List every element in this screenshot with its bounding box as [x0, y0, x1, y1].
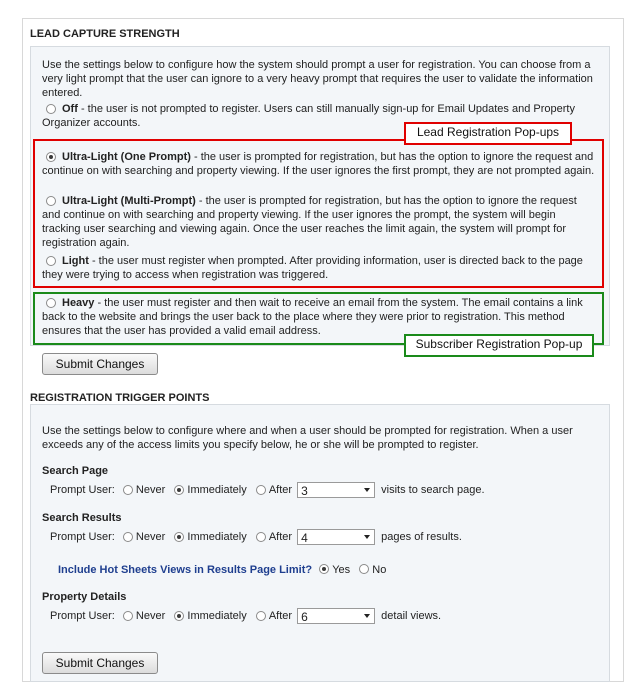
- option-off-label: Off: [62, 103, 78, 115]
- after-label: After: [268, 531, 293, 543]
- lead-capture-title: LEAD CAPTURE STRENGTH: [30, 28, 180, 40]
- search-page-suffix: visits to search page.: [381, 484, 485, 496]
- hot-sheets-yes-radio[interactable]: [319, 564, 329, 574]
- search-results-after-radio[interactable]: [256, 532, 266, 542]
- option-ultra-light-one-desc: - the user is prompted for registration, but has the option to ignore the request and continue on with searching and property viewing. If the user ignores the first prompt, they are not prompted again.: [42, 151, 595, 177]
- search-results-never-radio[interactable]: [123, 532, 133, 542]
- search-results-row: [50, 529, 462, 545]
- lead-capture-intro: Use the settings below to configure how the system should prompt a user for registration. You can choose from a very light prompt that the user can ignore to a very heavy prompt that requires the user to validate the information entered.: [42, 59, 593, 99]
- property-details-count-value: 6: [301, 609, 308, 624]
- prompt-user-label: Prompt User:: [50, 610, 115, 622]
- prompt-user-label: Prompt User:: [50, 531, 115, 543]
- hot-sheets-no-radio[interactable]: [359, 564, 369, 574]
- lead-registration-highlight: [33, 139, 604, 288]
- search-page-count-select[interactable]: [297, 482, 375, 498]
- after-label: After: [268, 610, 293, 622]
- hot-sheets-no-label: No: [372, 564, 387, 576]
- trigger-points-intro: Use the settings below to configure where and when a user should be prompted for registration. When a user exceeds any of the access limits you specify below, he or she will be prompted to register.: [42, 425, 573, 451]
- after-label: After: [268, 484, 293, 496]
- property-details-after-radio[interactable]: [256, 611, 266, 621]
- chevron-down-icon: [364, 488, 370, 492]
- trigger-points-submit-button[interactable]: Submit Changes: [42, 652, 158, 674]
- immediately-label: Immediately: [187, 610, 247, 622]
- trigger-points-title: REGISTRATION TRIGGER POINTS: [30, 392, 210, 404]
- search-page-immediately-radio[interactable]: [174, 485, 184, 495]
- search-page-after-radio[interactable]: [256, 485, 266, 495]
- never-label: Never: [135, 531, 166, 543]
- search-results-suffix: pages of results.: [381, 531, 462, 543]
- search-page-title: Search Page: [42, 465, 109, 477]
- option-ultra-light-one-label: Ultra-Light (One Prompt): [62, 151, 191, 163]
- option-light-desc: - the user must register when prompted. After providing information, user is directed back to the page they were trying to access when registration was triggered.: [42, 255, 583, 281]
- property-details-count-select[interactable]: [297, 608, 375, 624]
- never-label: Never: [135, 484, 166, 496]
- option-heavy-desc: - the user must register and then wait to receive an email from the system. The email contains a link back to the website and brings the user back to the place where they were prior to registration. This method ensures that the user has provided a valid email address.: [42, 297, 583, 337]
- search-results-count-value: 4: [301, 530, 308, 545]
- property-details-suffix: detail views.: [381, 610, 442, 622]
- prompt-user-label: Prompt User:: [50, 484, 115, 496]
- property-details-immediately-radio[interactable]: [174, 611, 184, 621]
- search-page-row: [50, 482, 485, 498]
- search-results-count-select[interactable]: [297, 529, 375, 545]
- chevron-down-icon: [364, 614, 370, 618]
- search-page-count-value: 3: [301, 483, 308, 498]
- property-details-never-radio[interactable]: [123, 611, 133, 621]
- property-details-row: [50, 608, 441, 624]
- option-heavy-label: Heavy: [62, 297, 95, 309]
- option-ultra-light-multi-label: Ultra-Light (Multi-Prompt): [62, 195, 196, 207]
- hot-sheets-question: Include Hot Sheets Views in Results Page Limit?: [58, 564, 313, 576]
- lead-capture-submit-button[interactable]: Submit Changes: [42, 353, 158, 375]
- search-results-title: Search Results: [42, 512, 122, 524]
- immediately-label: Immediately: [187, 484, 247, 496]
- search-results-immediately-radio[interactable]: [174, 532, 184, 542]
- subscriber-registration-callout: Subscriber Registration Pop-up: [404, 334, 594, 357]
- option-ultra-light-multi-desc: - the user is prompted for registration, but has the option to ignore the request and continue on with searching and property viewing. If the user ignores the prompt, the system will begin tracking user searching and viewing again. Once the user reaches the limit again, the system will prompt for registration again.: [42, 195, 577, 249]
- hot-sheets-row: [58, 564, 386, 576]
- never-label: Never: [135, 610, 166, 622]
- search-page-never-radio[interactable]: [123, 485, 133, 495]
- option-off-desc: - the user is not prompted to register. Users can still manually sign-up for Email Updates and Property Organizer accounts.: [42, 103, 575, 129]
- immediately-label: Immediately: [187, 531, 247, 543]
- property-details-title: Property Details: [42, 591, 127, 603]
- option-light-label: Light: [62, 255, 89, 267]
- chevron-down-icon: [364, 535, 370, 539]
- lead-registration-callout: Lead Registration Pop-ups: [404, 122, 572, 145]
- hot-sheets-yes-label: Yes: [332, 564, 351, 576]
